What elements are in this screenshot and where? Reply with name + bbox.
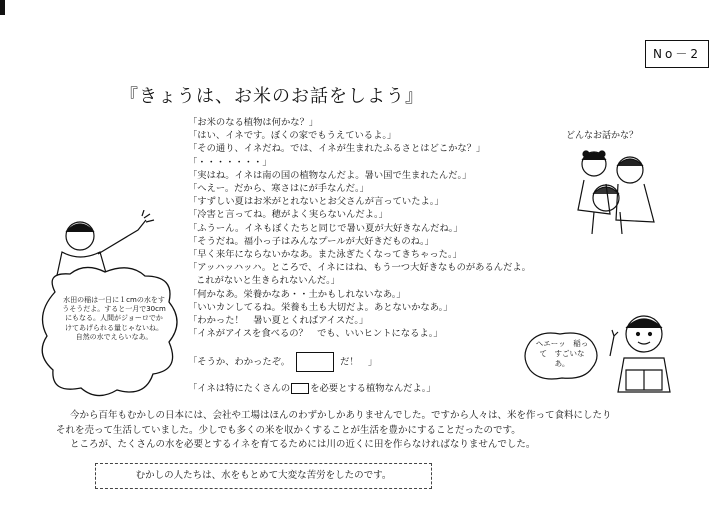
corner-mark: [0, 0, 5, 15]
paragraph-line: それを売って生活していました。少しでも多くの米を収かくすることが生活を豊かにすることだったのです。: [56, 424, 521, 436]
dialogue-line: 「早く来年にならないかなあ。また泳ぎたくなってきちゃった。」: [188, 249, 462, 261]
dialogue-line: 「・・・・・・・」: [188, 156, 272, 168]
paragraph-line: 今から百年もむかしの日本には、会社や工場はほんのわずかしかありませんでした。ですから人々は、米を作って食料にしたり: [70, 410, 612, 421]
dialogue-line: 「アッハッハッハ。ところで、イネにはね、もう一つ大好きなものがあるんだよ。: [188, 262, 531, 274]
dialogue-line: 「そうだね。福小っ子はみんなプールが大好きだものね。」: [188, 235, 434, 247]
dialogue-line: 「すずしい夏はお米がとれないとお父さんが言っていたよ。」: [188, 196, 444, 208]
dialogue-line: 「いいカンしてるね。栄養も土も大切だよ。あとないかなあ。」: [188, 301, 453, 313]
dialogue-line: 「お米のなる植物は何かな？」: [188, 117, 319, 128]
answer-line-after: だ！ 」: [340, 356, 378, 368]
speech-cloud-left-text: 水田の稲は一日に１cmの水をすうそうだよ。すると一月で30cmにもなる。人間がジョーロでかけてあげられる量じゃないね。自然の水でえらいなあ。: [62, 296, 166, 341]
answer-line-before: 「そうか、わかったぞ。: [188, 356, 291, 368]
dialogue-line: 「ふうーん。イネもぼくたちと同じで暑い夏が大好きなんだね。」: [188, 222, 463, 234]
summary-box: むかしの人たちは、水をもとめて大変な苦労をしたのです。: [95, 463, 432, 489]
speech-bubble-right-text: へエーッ 稲って すごいなあ。: [535, 339, 589, 368]
dialogue-line: 「実はね。イネは南の国の植物なんだよ。暑い国で生まれたんだ。」: [188, 169, 472, 181]
page-title: 『きょうは、お米のお話をしよう』: [120, 86, 424, 107]
dialogue-line: 「冷害と言ってね。穂がよく実らないんだよ。」: [188, 209, 388, 221]
final-line-before: 「イネは特にたくさんの: [188, 383, 291, 395]
answer-blank-box[interactable]: [296, 352, 334, 372]
children-illustration: [572, 140, 662, 235]
dialogue-line: 「その通り、イネだね。では、イネが生まれたふるさとはどこかな？」: [188, 143, 486, 155]
illustration-caption: どんなお話かな？: [566, 131, 639, 141]
dialogue-line: これがないと生きられないんだ。」: [196, 275, 341, 287]
final-blank-box[interactable]: [291, 383, 309, 394]
dialogue-line: 「何かなあ。栄養かなあ・・土かもしれないなあ。」: [188, 288, 406, 300]
dialogue-line: 「わかった！ 暑い夏とくればアイスだ。」: [188, 315, 369, 327]
dialogue-line: 「はい、イネです。ぼくの家でもうえているよ。」: [188, 130, 397, 142]
final-line-after: を必要とする植物なんだよ。」: [310, 383, 436, 395]
dialogue-line: 「へえー。だから、寒さはにが手なんだ。」: [188, 183, 369, 195]
dialogue-line: 「イネがアイスを食べるの？ でも、いいヒントになるよ。」: [188, 328, 443, 340]
paragraph-line: ところが、たくさんの水を必要とするイネを育てるためには川の近くに田を作らなければなりませんでした。: [70, 439, 536, 450]
page-number: No－2: [645, 40, 709, 68]
explanation-paragraph: [56, 409, 710, 453]
student-illustration: [606, 306, 706, 396]
